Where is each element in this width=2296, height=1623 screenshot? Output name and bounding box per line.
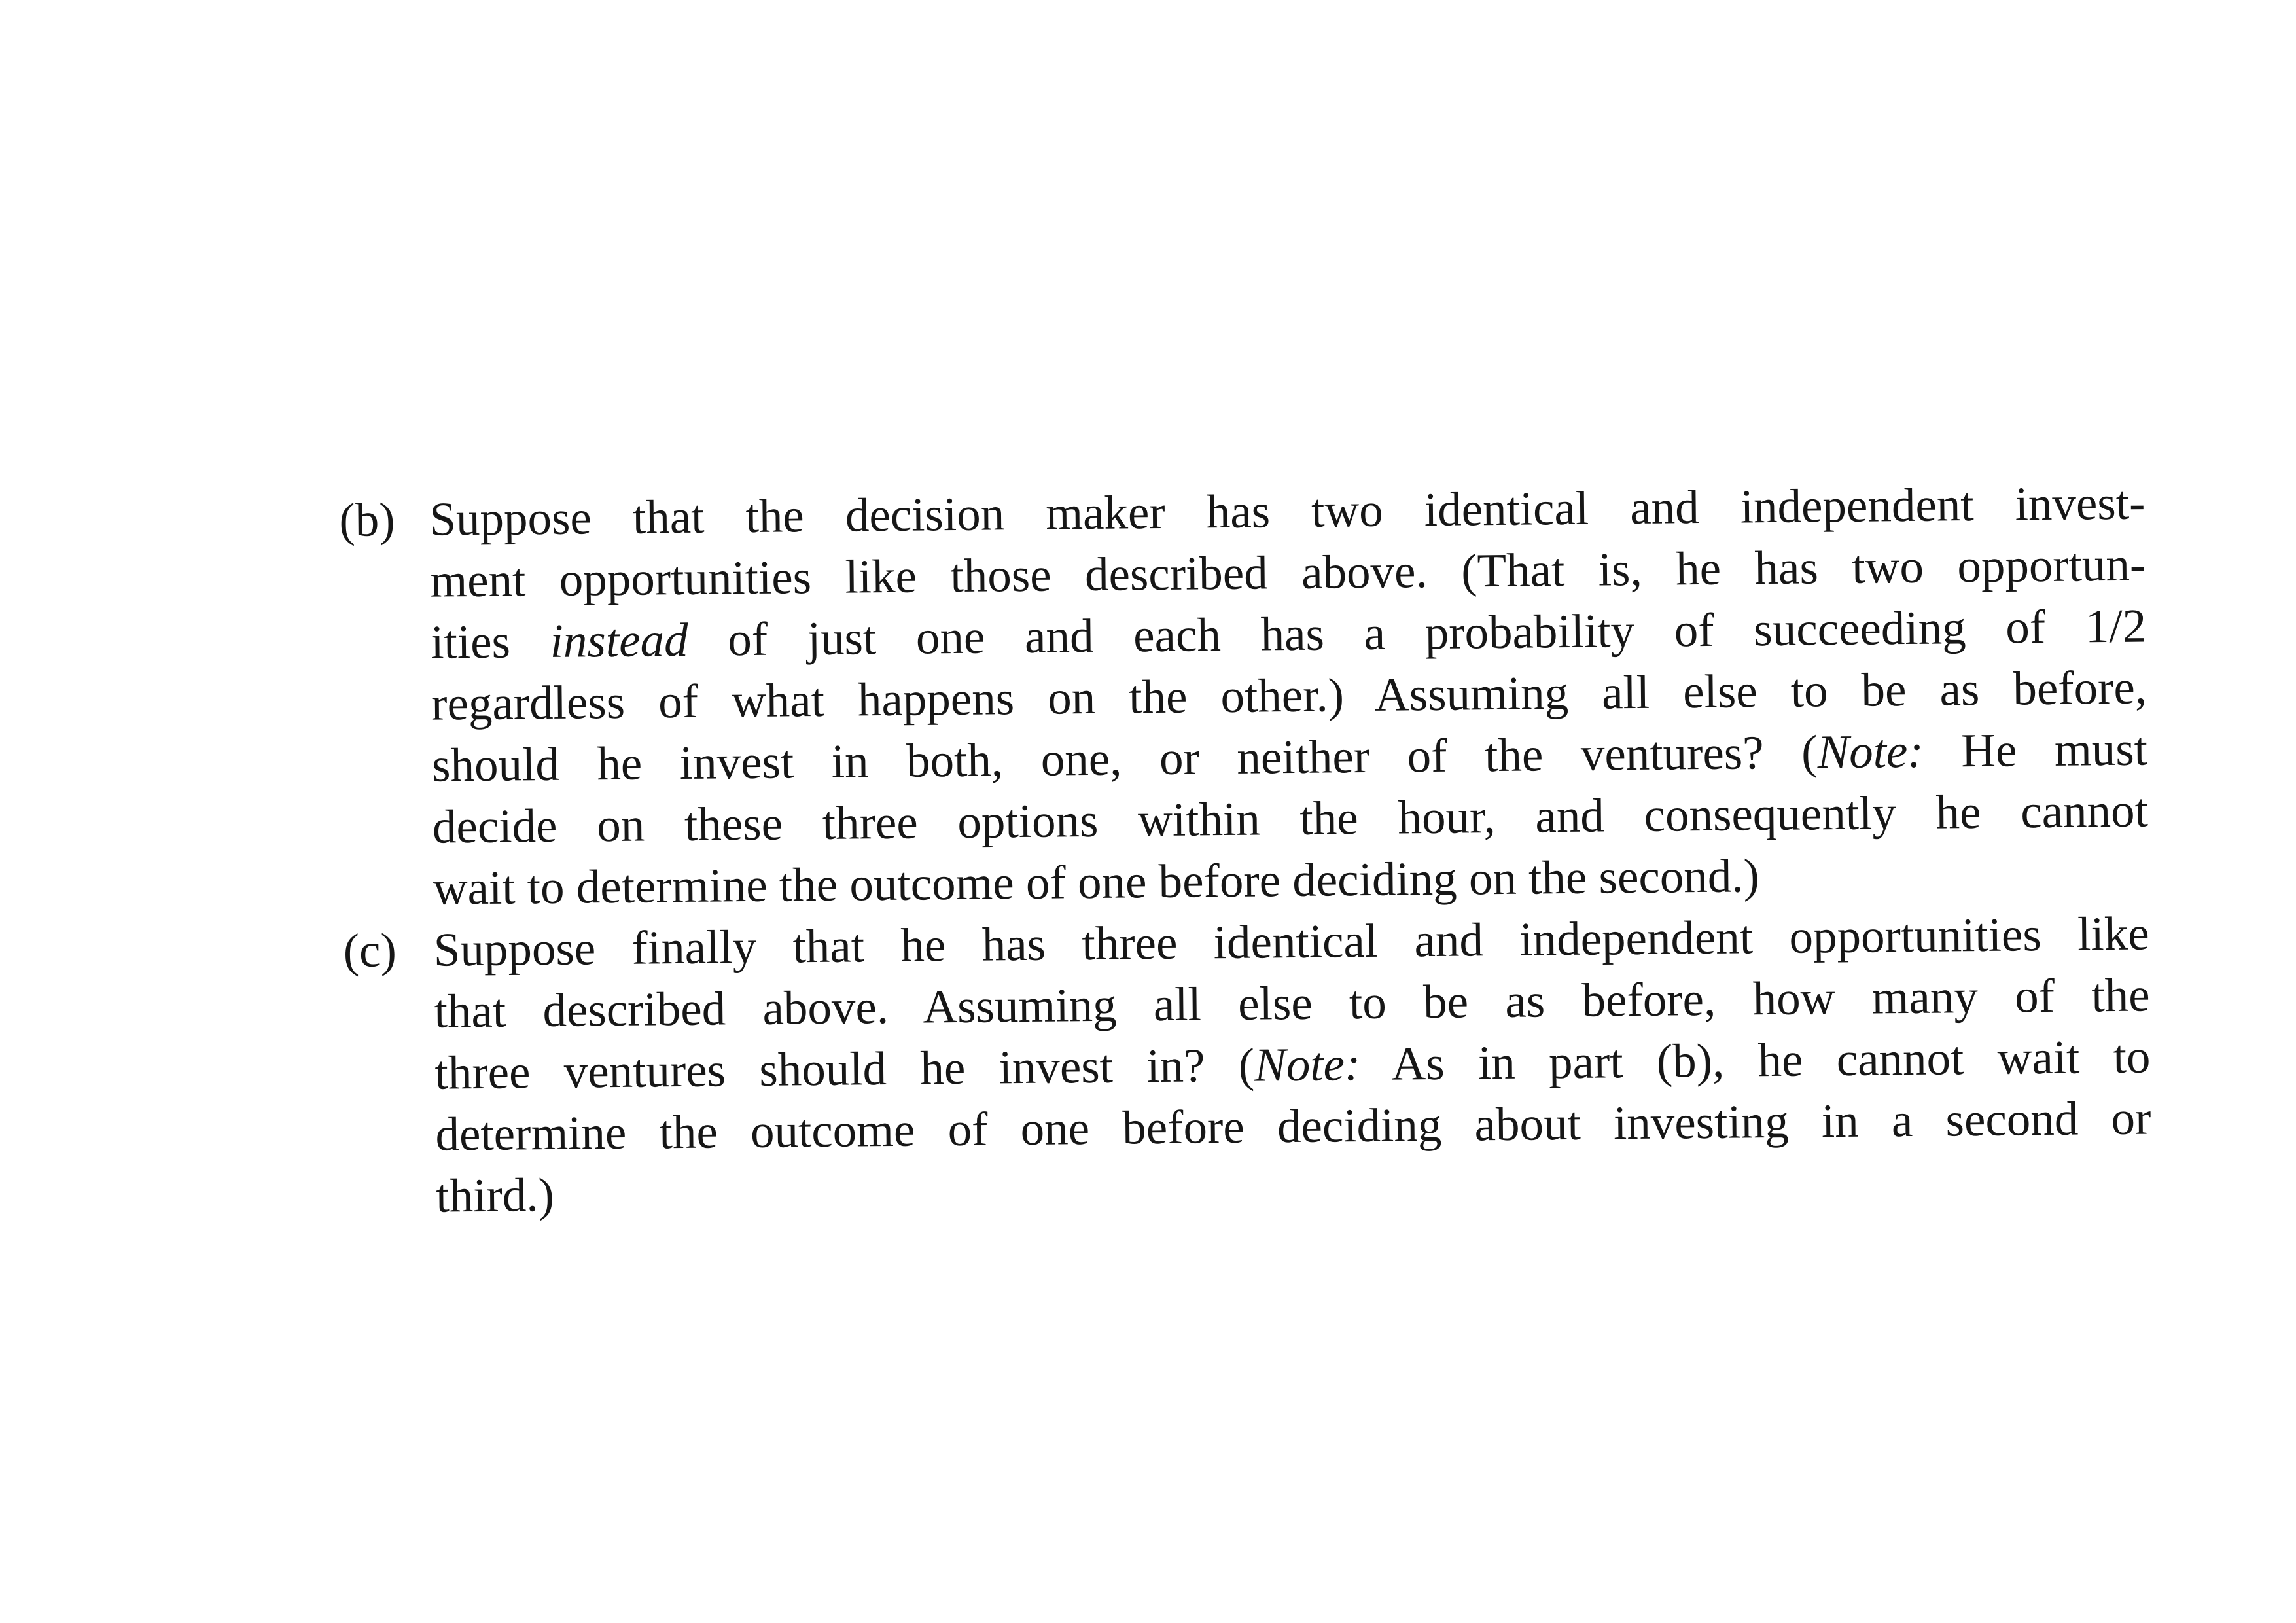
text-run: that described above. Assuming all else to be as before, how many of the [434, 968, 2150, 1038]
text-run: should he invest in both, one, or neither of the ventures? ( [431, 725, 1818, 792]
italic-text: instead [550, 613, 688, 668]
part-label: (b) [339, 493, 395, 546]
exercise-part [339, 473, 2149, 920]
text-run: wait to determine the outcome of one before deciding on the second.) [433, 849, 1760, 915]
exercise-text [339, 473, 2152, 1228]
text-run: As in part (b), he cannot wait to [1360, 1029, 2151, 1091]
text-run: third.) [435, 1168, 555, 1222]
part-label: (c) [343, 923, 397, 977]
italic-text: Note: [1254, 1037, 1361, 1092]
text-run: Suppose finally that he has three identical and independent opportunities like [433, 906, 2150, 976]
text-run: He must [1923, 722, 2148, 777]
text-run: three ventures should he invest in? ( [434, 1038, 1255, 1099]
text-run: ment opportunities like those described above. (That is, he has two opportun- [429, 537, 2146, 607]
text-run: regardless of what happens on the other.) Assuming all else to be as before, [431, 660, 2147, 730]
part-text [429, 473, 2149, 919]
text-run: Suppose that the decision maker has two identical and independent invest- [429, 476, 2146, 546]
part-text [433, 902, 2151, 1226]
text-run: decide on these three options within the hour, and consequently he cannot [432, 783, 2149, 853]
exercise-part [343, 902, 2151, 1227]
text-run: determine the outcome of one before deciding about investing in a second or [435, 1091, 2151, 1161]
text-run: of just one and each has a probability of succeeding of 1/2 [688, 599, 2147, 666]
italic-text: Note: [1817, 724, 1924, 779]
text-run: ities [430, 614, 551, 669]
